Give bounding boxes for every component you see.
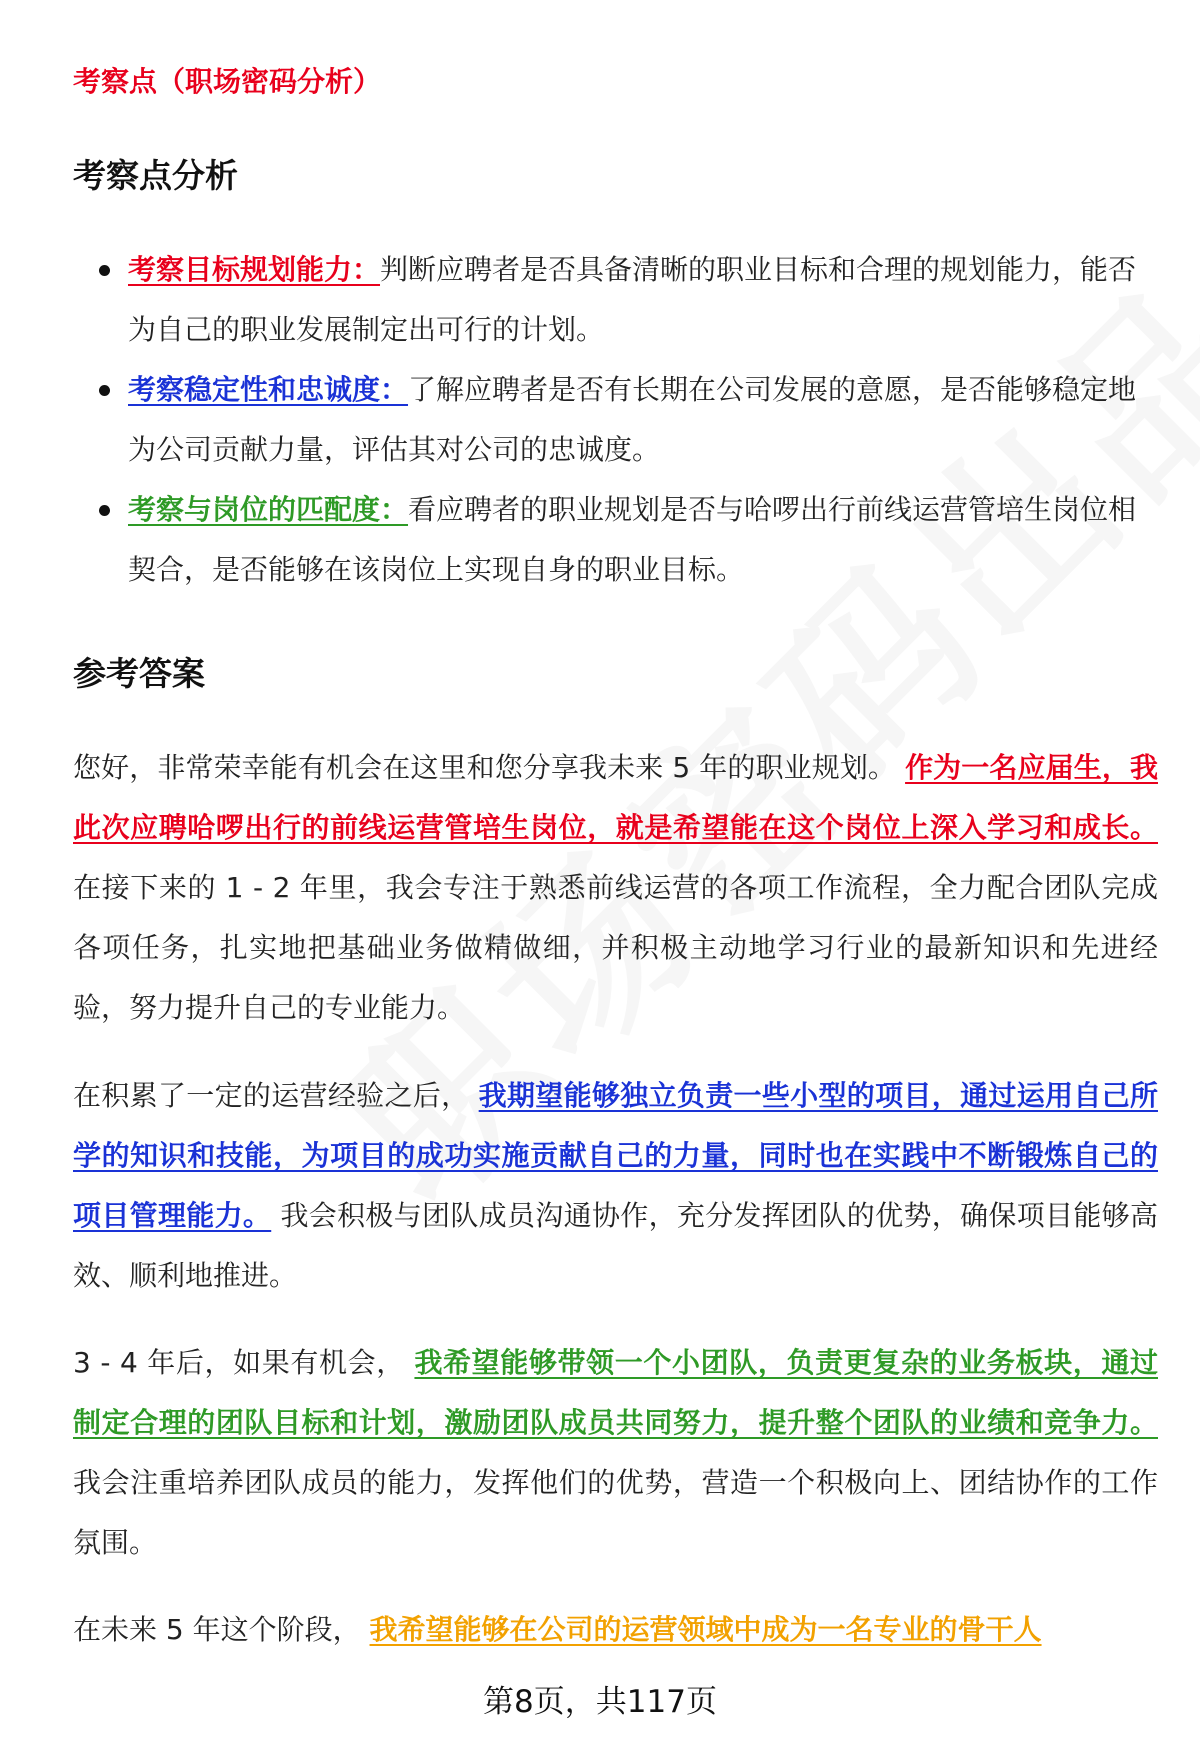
paragraph-text: 您好，非常荣幸能有机会在这里和您分享我未来 5 年的职业规划。 bbox=[73, 751, 897, 784]
paragraph-text: 3 - 4 年后，如果有机会， bbox=[73, 1346, 405, 1379]
paragraph-text: 在积累了一定的运营经验之后， bbox=[73, 1079, 470, 1112]
analysis-heading: 考察点分析 bbox=[73, 156, 238, 195]
paragraph-text: 在接下来的 1 - 2 年里，我会专注于熟悉前线运营的各项工作流程，全力配合团队完成各项任务，扎实地把基础业务做精做细，并积极主动地学习行业的最新知识和先进经验，努力提升自己的专业能力。 bbox=[73, 871, 1158, 1024]
answer-paragraph bbox=[73, 738, 1158, 1038]
paragraph-text: 我会积极与团队成员沟通协作，充分发挥团队的优势，确保项目能够高效、顺利地推进。 bbox=[73, 1199, 1158, 1292]
analysis-item bbox=[73, 360, 1153, 480]
analysis-item bbox=[73, 240, 1153, 360]
bullet-icon bbox=[99, 265, 110, 276]
paragraph-text: 在未来 5 年这个阶段， bbox=[73, 1613, 361, 1646]
page-number: 第8页，共117页 bbox=[483, 1684, 717, 1720]
analysis-list bbox=[73, 240, 1153, 600]
bullet-icon bbox=[99, 385, 110, 396]
bullet-icon bbox=[99, 505, 110, 516]
paragraph-highlight: 我希望能够带领一个小团队，负责更复杂的业务板块，通过制定合理的团队目标和计划，激励团队成员共同努力，提升整个团队的业绩和竞争力。 bbox=[73, 1346, 1158, 1439]
analysis-item-text: 看应聘者的职业规划是否与哈啰出行前线运营管培生岗位相契合，是否能够在该岗位上实现自身的职业目标。 bbox=[128, 493, 1137, 586]
analysis-item bbox=[73, 480, 1153, 600]
paragraph-highlight: 作为一名应届生，我此次应聘哈啰出行的前线运营管培生岗位，就是希望能在这个岗位上深入学习和成长。 bbox=[73, 751, 1158, 844]
analysis-item-label: 考察稳定性和忠诚度： bbox=[128, 373, 409, 406]
answer-paragraph bbox=[73, 1333, 1158, 1573]
answer-paragraph bbox=[73, 1600, 1158, 1660]
paragraph-highlight: 我希望能够在公司的运营领域中成为一名专业的骨干人 bbox=[369, 1613, 1042, 1646]
analysis-item-label: 考察目标规划能力： bbox=[128, 253, 381, 286]
section-tag: 考察点（职场密码分析） bbox=[73, 65, 382, 98]
paragraph-text: 我会注重培养团队成员的能力，发挥他们的优势，营造一个积极向上、团结协作的工作氛围。 bbox=[73, 1466, 1158, 1559]
paragraph-highlight: 我期望能够独立负责一些小型的项目，通过运用自己所学的知识和技能，为项目的成功实施贡献自己的力量，同时也在实践中不断锻炼自己的项目管理能力。 bbox=[73, 1079, 1158, 1232]
analysis-item-label: 考察与岗位的匹配度： bbox=[128, 493, 409, 526]
analysis-item-text: 了解应聘者是否有长期在公司发展的意愿，是否能够稳定地为公司贡献力量，评估其对公司的忠诚度。 bbox=[128, 373, 1137, 466]
analysis-item-text: 判断应聘者是否具备清晰的职业目标和合理的规划能力，能否为自己的职业发展制定出可行的计划。 bbox=[128, 253, 1137, 346]
answer-paragraph bbox=[73, 1066, 1158, 1306]
answer-heading: 参考答案 bbox=[73, 654, 205, 693]
